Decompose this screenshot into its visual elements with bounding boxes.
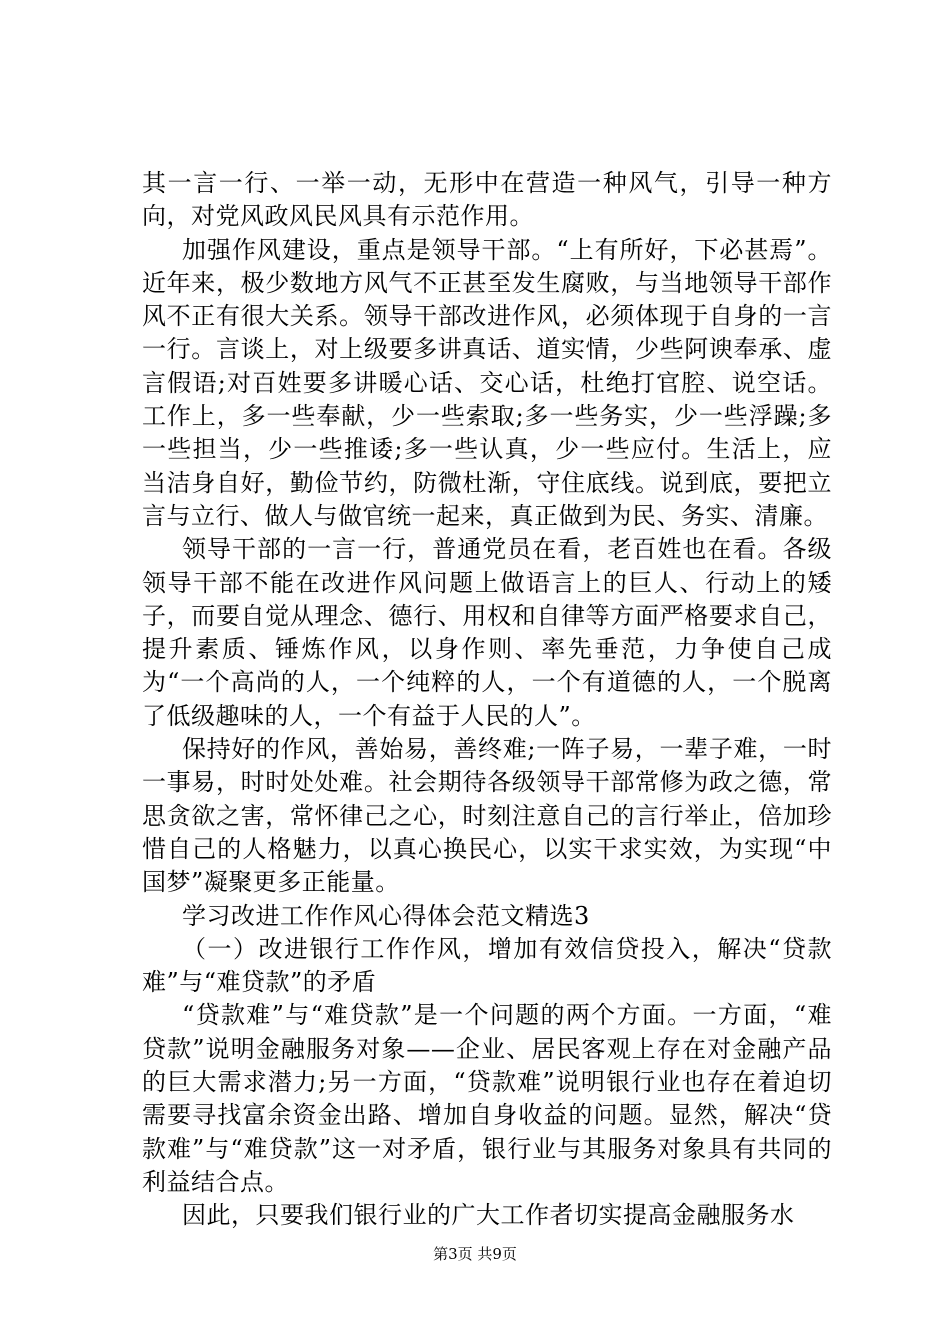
paragraph-keep-good-style: 保持好的作风，善始易，善终难;一阵子易，一辈子难，一时一事易，时时处处难。社会期待各级领导干部常修为政之德，常思贪欲之害，常怀律己之心，时刻注意自己的言行举止，倍加珍惜自己的人格魅力，以真心换民心，以实干求实效，为实现“中国梦”凝聚更多正能量。 bbox=[142, 735, 832, 897]
section-heading: 学习改进工作作风心得体会范文精选3 bbox=[182, 901, 590, 930]
paragraph-therefore: 因此，只要我们银行业的广大工作者切实提高金融服务水 bbox=[182, 1201, 795, 1230]
paragraph-leadership-focus: 加强作风建设，重点是领导干部。“上有所好，下必甚焉”。近年来，极少数地方风气不正甚至发生腐败，与当地领导干部作风不正有很大关系。领导干部改进作风，必须体现于自身的一言一行。言谈上，对上级要多讲真话、道实情，少些阿谀奉承、虚言假语;对百姓要多讲暖心话、交心话，杜绝打官腔、说空话。工作上，多一些奉献，少一些索取;多一些务实，少一些浮躁;多一些担当，少一些推诿;多一些认真，少一些应付。生活上，应当洁身自好，勤俭节约，防微杜渐，守住底线。说到底，要把立言与立行、做人与做官统一起来，真正做到为民、务实、清廉。 bbox=[142, 235, 832, 530]
paragraph-loan-difficulty: “贷款难”与“难贷款”是一个问题的两个方面。一方面，“难贷款”说明金融服务对象——企业、居民客观上存在对金融产品的巨大需求潜力;另一方面，“贷款难”说明银行业也存在着迫切需要寻找富余资金出路、增加自身收益的问题。显然，解决“贷款难”与“难贷款”这一对矛盾，银行业与其服务对象具有共同的利益结合点。 bbox=[142, 1001, 832, 1196]
subheading-bank-style: （一）改进银行工作作风，增加有效信贷投入，解决“贷款难”与“难贷款”的矛盾 bbox=[142, 934, 832, 997]
paragraph-words-and-deeds: 领导干部的一言一行，普通党员在看，老百姓也在看。各级领导干部不能在改进作风问题上做语言上的巨人、行动上的矮子，而要自觉从理念、德行、用权和自律等方面严格要求自己，提升素质、锤炼作风，以身作则、率先垂范，力争使自己成为“一个高尚的人，一个纯粹的人，一个有道德的人，一个脱离了低级趣味的人，一个有益于人民的人”。 bbox=[142, 535, 832, 730]
page-footer: 第3页 共9页 bbox=[433, 1245, 517, 1263]
document-body bbox=[142, 167, 832, 1233]
paragraph-continued: 其一言一行、一举一动，无形中在营造一种风气，引导一种方向，对党风政风民风具有示范作用。 bbox=[142, 169, 832, 231]
